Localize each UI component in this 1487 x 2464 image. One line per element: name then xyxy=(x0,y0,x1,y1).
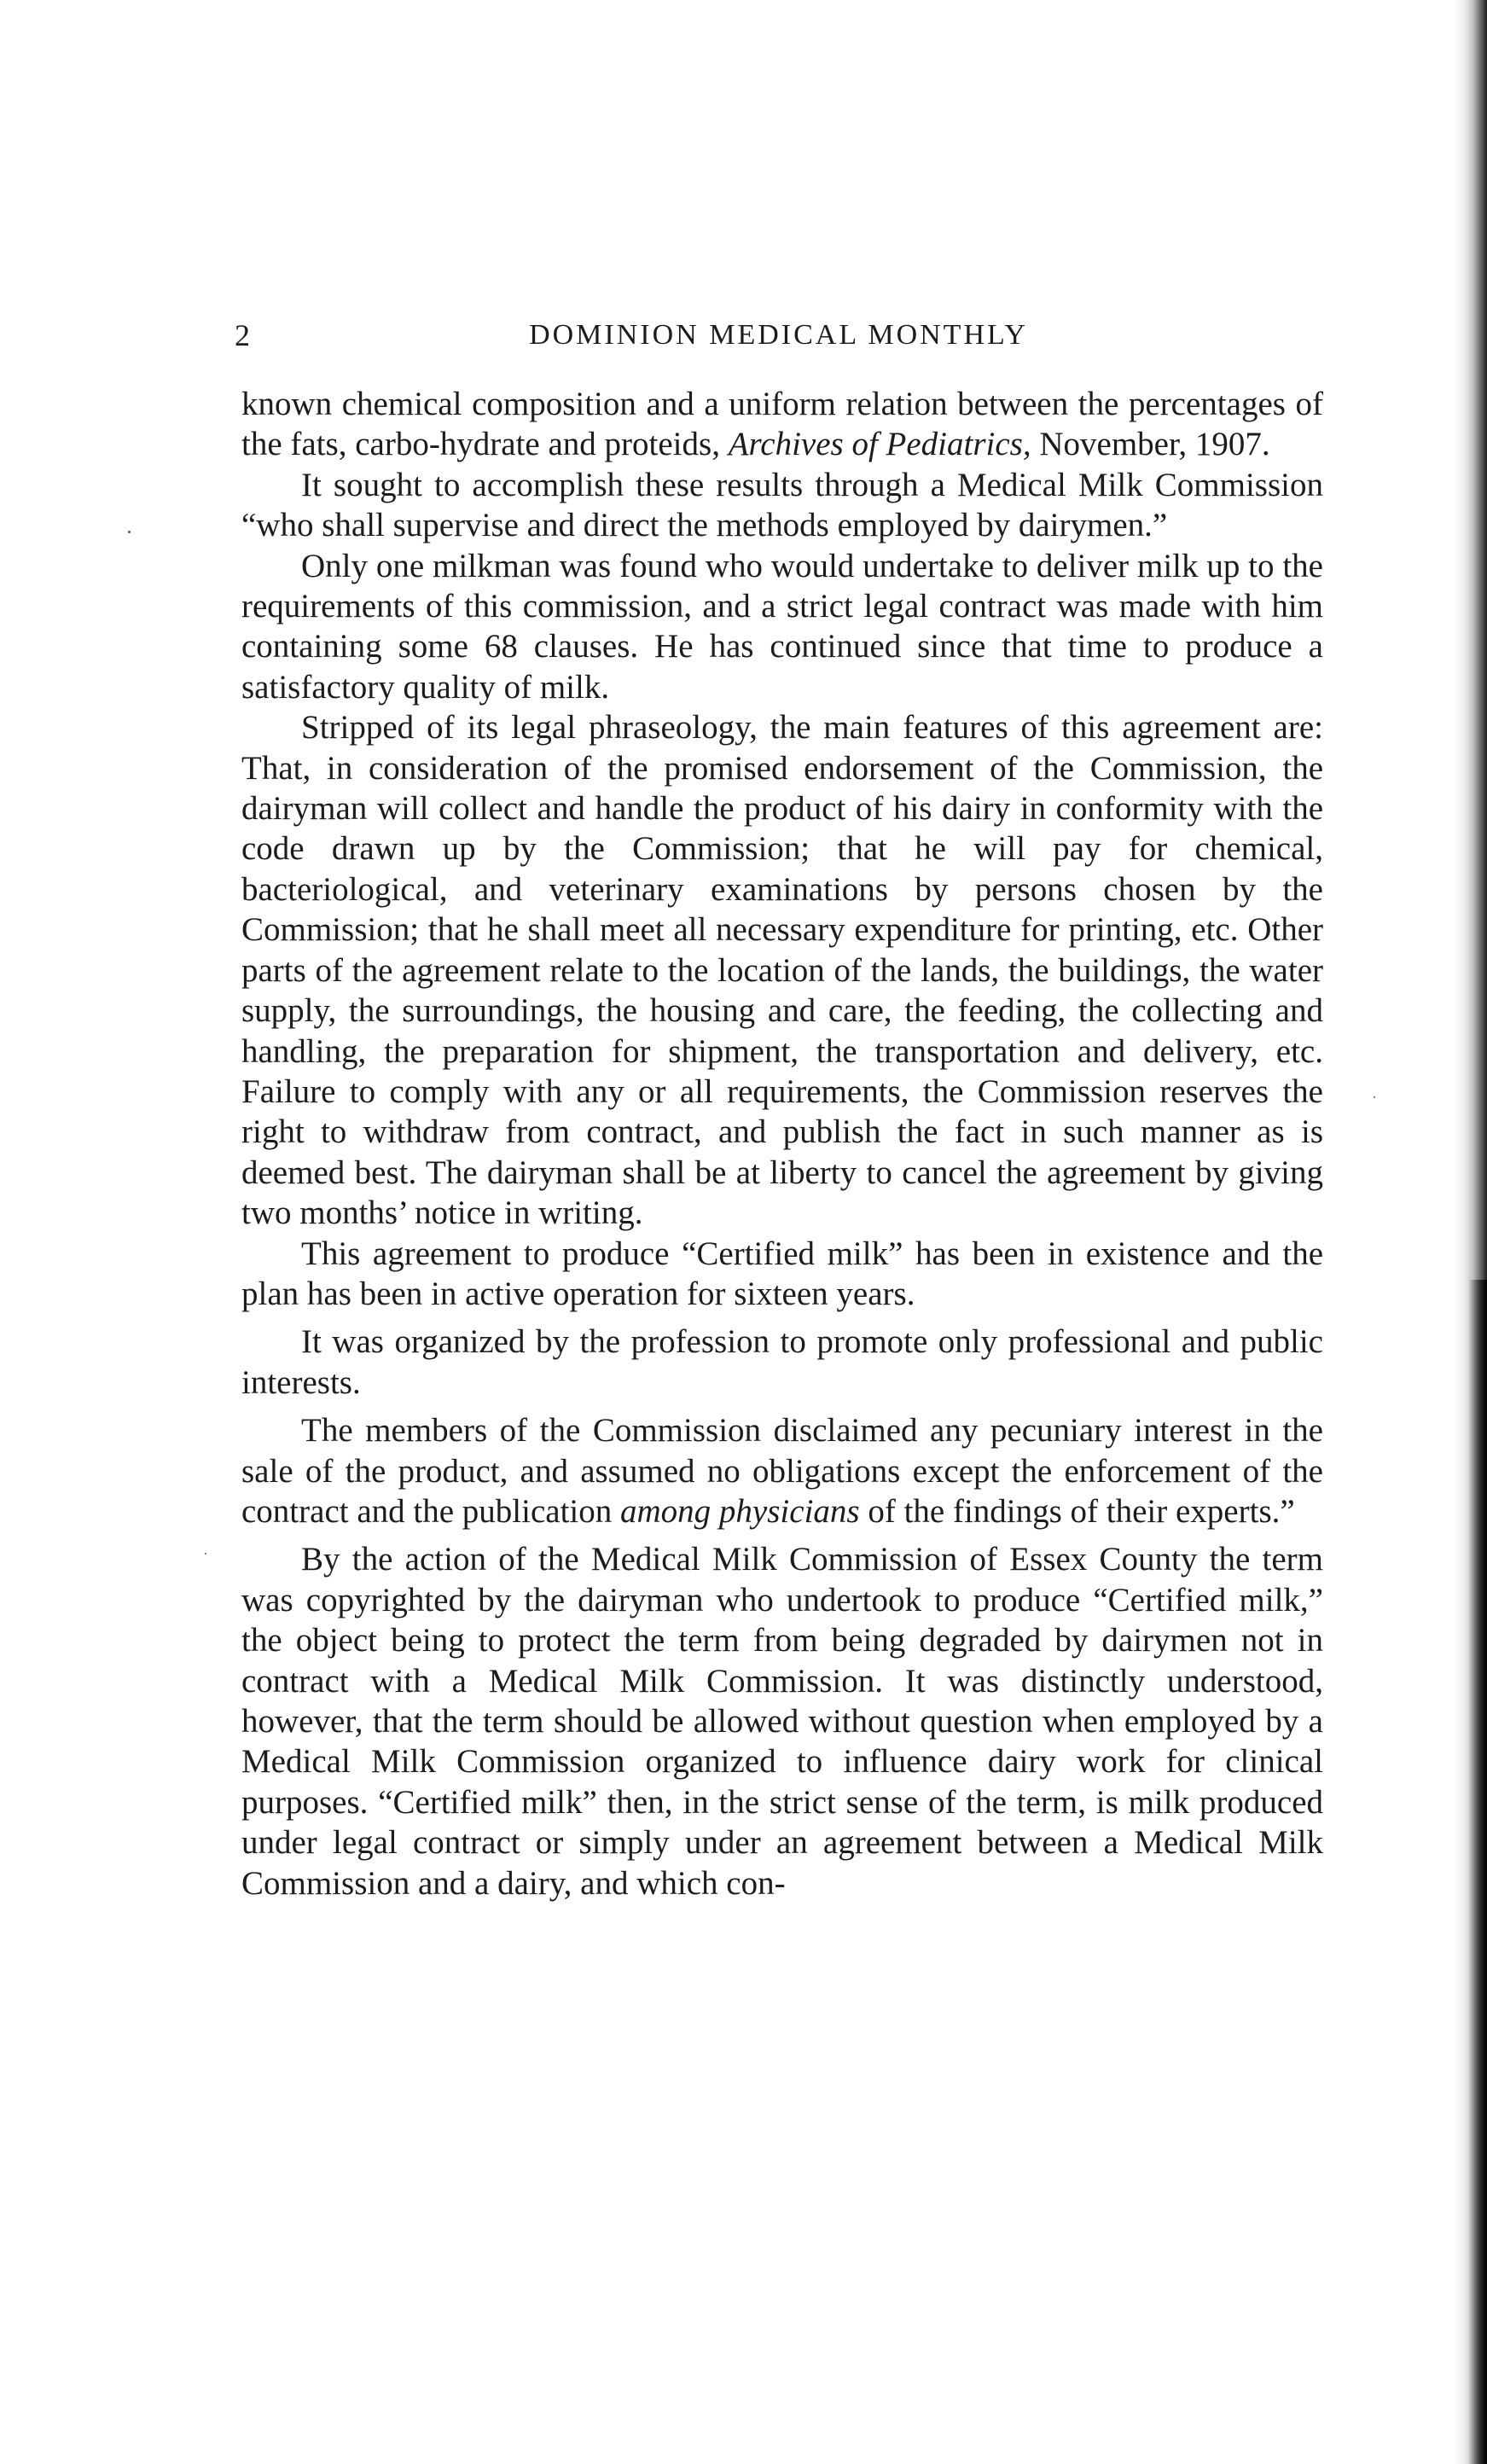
paragraph-3: Only one milkman was found who would undertake to deliver milk up to the requirements of this commission, and a strict legal contract was made with him containing some 68 clauses. He has continued since that time to produce a satisfactory quality of milk. xyxy=(241,547,1323,706)
scan-speck xyxy=(128,531,131,533)
paragraph-7-end: of the findings of their experts.” xyxy=(859,1492,1295,1530)
paragraph-5: This agreement to produce “Certified milk” has been in existence and the plan has been in active operation for sixteen years. xyxy=(241,1235,1323,1312)
paragraph-6: It was organized by the profession to promote only professional and public interests. xyxy=(241,1323,1323,1401)
paragraph-8: By the action of the Medical Milk Commission of Essex County the term was copyrighted by the dairyman who undertook to produce “Certified milk,” the object being to protect the term from being degraded by dairymen not in contract with a Medical Milk Commission. It was distinctly understood, however, that the term should be allowed without question when employed by a Medical Milk Commission organized to influence dairy work for clinical purposes. “Certified milk” then, in the strict sense of the term, is milk produced under legal contract or simply under an agreement between a Medical Milk Commission and a dairy, and which con- xyxy=(241,1541,1323,1902)
citation-journal: Archives of Pediatrics, xyxy=(728,426,1031,463)
page-number: 2 xyxy=(235,318,250,352)
journal-title: DOMINION MEDICAL MONTHLY xyxy=(529,319,1028,351)
running-head xyxy=(235,314,1322,357)
paragraph-1-text: known chemical composition and a uniform relation between the percentages of the fats, carbo-hydrate and proteids, xyxy=(241,386,1323,463)
scan-speck xyxy=(1374,1096,1375,1098)
paragraph-7-emphasis: among physicians xyxy=(620,1492,860,1530)
paragraph-2: It sought to accomplish these results through a Medical Milk Commission “who shall supervise and direct the methods employed by dairymen.” xyxy=(241,466,1323,544)
article-body xyxy=(241,384,1323,1903)
paragraph-1-date: November, 1907. xyxy=(1031,426,1270,463)
scan-speck xyxy=(205,1553,206,1555)
paragraph-1 xyxy=(241,384,1323,465)
paragraph-7 xyxy=(241,1410,1323,1531)
page-edge-shadow xyxy=(1468,1280,1487,2464)
paragraph-7-text: The members of the Commission disclaimed any pecuniary interest in the sale of the product, and assumed no obligations except the enforcement of the contract and the publication xyxy=(241,1412,1323,1530)
paragraph-4: Stripped of its legal phraseology, the main features of this agreement are: That, in consideration of the promised endorsement of the Commission, the dairyman will collect and handle the product of his dairy in conformity with the code drawn up by the Commission; that he will pay for chemical, bacteriological, and veterinary examinations by persons chosen by the Commission; that he shall meet all necessary expenditure for printing, etc. Other parts of the agreement relate to the location of the lands, the buildings, the water supply, the surroundings, the housing and care, the feeding, the collecting and handling, the preparation for shipment, the transportation and delivery, etc. Failure to comply with any or all requirements, the Commission reserves the right to withdraw from contract, and publish the fact in such manner as is deemed best. The dairyman shall be at liberty to cancel the agreement by giving two months’ notice in writing. xyxy=(241,709,1323,1232)
